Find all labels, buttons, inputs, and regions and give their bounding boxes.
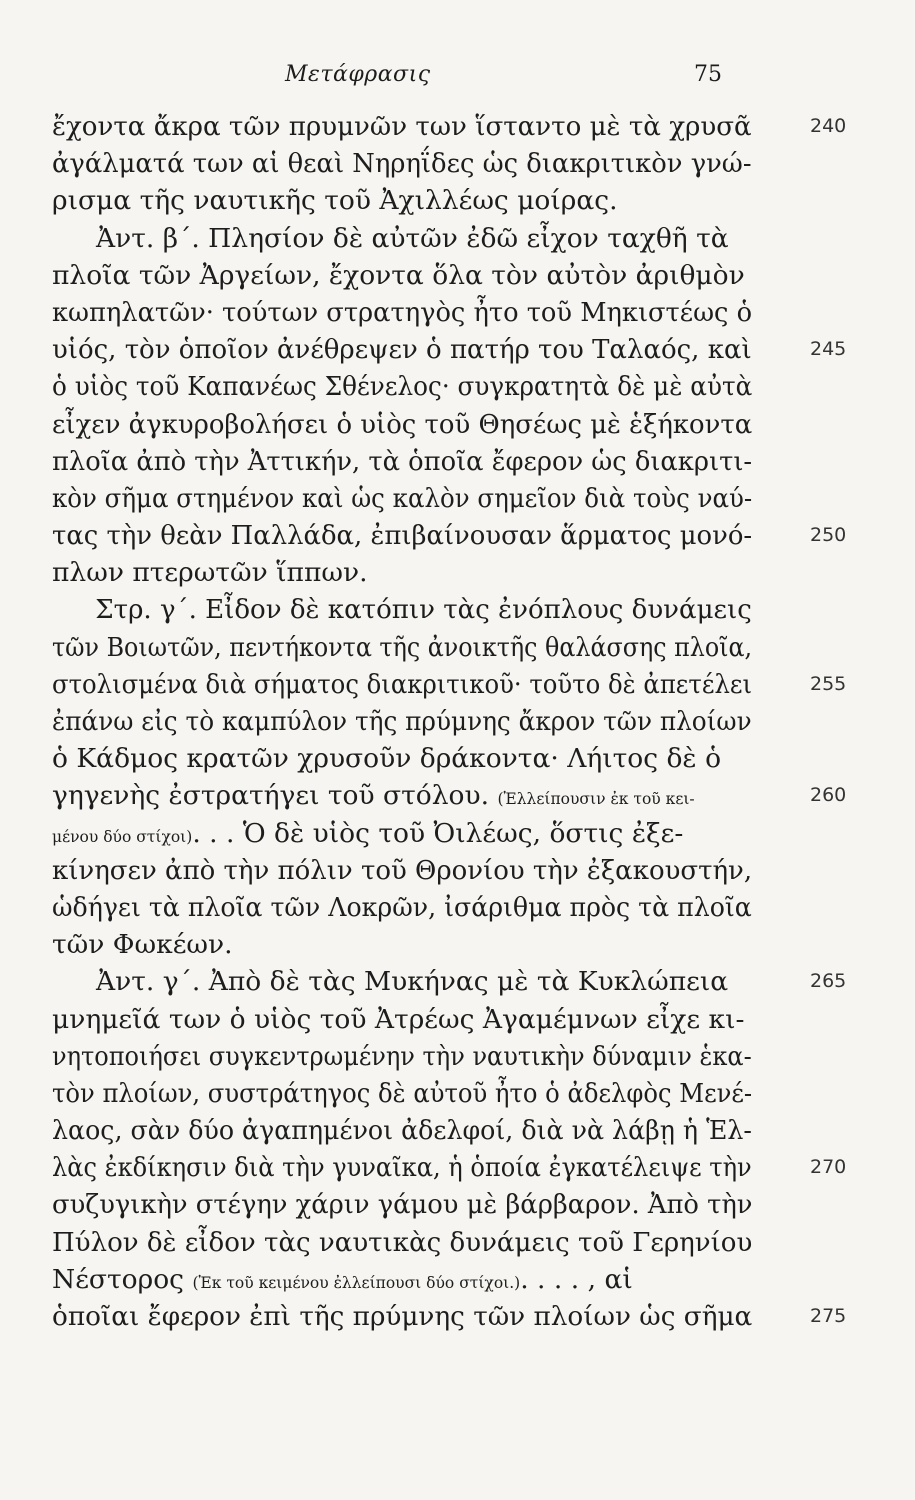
text-line-content — [52, 1038, 752, 1075]
verse-text: ρισμα τῆς ναυτικῆς τοῦ Ἀχιλλέως μοίρας. — [52, 185, 618, 217]
verse-text: νητοποιήσει συγκεντρωμένην τὴν ναυτικὴν δύναμιν ἑκα- — [52, 1040, 752, 1072]
verse-text: Ἀντ. β΄. Πλησίον δὲ αὐτῶν ἐδῶ εἶχον ταχθῆ τὰ — [96, 222, 729, 254]
page-title: Μετάφρασις — [285, 62, 431, 87]
text-line — [52, 220, 752, 257]
text-line-content — [52, 331, 752, 368]
line-number: 275 — [810, 1305, 847, 1327]
text-line-content — [52, 963, 728, 1000]
text-line-content — [52, 108, 752, 145]
verse-text: ὁποῖαι ἔφερον ἐπὶ τῆς πρύμνης τῶν πλοίων ὡς σῆμα — [52, 1301, 753, 1332]
text-line-content — [52, 889, 752, 926]
verse-text: ὡδήγει τὰ πλοῖα τῶν Λοκρῶν, ἰσάριθμα πρὸς τὰ πλοῖα — [52, 891, 752, 923]
line-number: 255 — [810, 672, 847, 695]
verse-text: λαος, σὰν δύο ἀγαπημένοι ἀδελφοί, διὰ νὰ λάβῃ ἡ Ἑλ- — [52, 1115, 752, 1147]
text-line-content — [52, 294, 752, 331]
text-line-content — [52, 629, 752, 666]
text-line — [52, 480, 752, 517]
verse-text-tail: . . . . , αἱ — [520, 1263, 633, 1295]
text-line — [52, 1038, 752, 1075]
text-line — [52, 331, 847, 368]
verse-text: λὰς ἐκδίκησιν διὰ τὴν γυναῖκα, ἡ ὁποία ἐγκατέλειψε τὴν — [52, 1152, 752, 1184]
text-line — [52, 406, 752, 443]
verse-text: τὸν πλοίων, συστράτηγος δὲ αὐτοῦ ἦτο ὁ ἀδελφὸς Μενέ- — [52, 1077, 753, 1109]
text-line — [52, 777, 847, 814]
verse-text: στολισμένα διὰ σήματος διακριτικοῦ· τοῦτο δὲ ἀπετέλει — [52, 668, 752, 700]
verse-text: τῶν Βοιωτῶν, πεντήκοντα τῆς ἀνοικτῆς θαλάσσης πλοῖα, — [52, 631, 753, 663]
text-line-content — [52, 740, 721, 777]
verse-text: τας τὴν θεὰν Παλλάδα, ἐπιβαίνουσαν ἅρματος μονό- — [52, 520, 753, 552]
text-line — [52, 443, 752, 480]
text-line — [52, 294, 752, 331]
text-line-content — [52, 182, 618, 219]
text-line-content — [52, 1075, 752, 1112]
text-line — [52, 703, 752, 740]
text-line — [52, 963, 847, 1000]
verse-text: Νέστορος — [52, 1263, 184, 1295]
text-line — [52, 145, 752, 182]
verse-text: Στρ. γ΄. Εἶδον δὲ κατόπιν τὰς ἐνόπλους δυνάμεις — [95, 594, 752, 626]
verse-text: υἱός, τὸν ὁποῖον ἀνέθρεψεν ὁ πατήρ του Ταλαός, καὶ — [52, 334, 752, 366]
text-line — [52, 1298, 847, 1335]
verse-text: μνημεῖά των ὁ υἱὸς τοῦ Ἀτρέως Ἀγαμέμνων εἶχε κι- — [52, 1003, 745, 1035]
text-line — [52, 517, 847, 554]
text-line — [52, 257, 752, 294]
verse-text: Πύλον δὲ εἶδον τὰς ναυτικὰς δυνάμεις τοῦ Γερηνίου — [52, 1226, 753, 1258]
editorial-note: μένου δύο στίχοι) — [52, 827, 193, 846]
text-line-content — [52, 777, 695, 818]
text-line — [52, 1001, 752, 1038]
line-number: 250 — [810, 524, 847, 547]
text-line — [52, 1149, 847, 1186]
text-line — [52, 852, 752, 889]
text-line — [52, 108, 847, 145]
text-line — [52, 889, 752, 926]
text-line-content — [52, 591, 752, 628]
text-line-content — [52, 815, 683, 856]
text-line-content — [52, 1001, 744, 1038]
text-line-content — [52, 406, 752, 443]
text-line — [52, 554, 752, 591]
text-line-content — [52, 480, 752, 517]
body-text — [52, 108, 847, 1335]
line-number: 260 — [810, 784, 847, 807]
text-line — [52, 926, 752, 963]
verse-text: κὸν σῆμα στημένον καὶ ὡς καλὸν σημεῖον διὰ τοὺς ναύ- — [52, 482, 753, 514]
verse-text: πλοῖα τῶν Ἀργείων, ἔχοντα ὅλα τὸν αὐτὸν ἀριθμὸν — [52, 259, 745, 291]
text-line — [52, 368, 752, 405]
text-line — [52, 815, 752, 852]
page-number: 75 — [694, 62, 722, 87]
verse-text: κίνησεν ἀπὸ τὴν πόλιν τοῦ Θρονίου τὴν ἐξακουστήν, — [52, 854, 753, 886]
text-line-content — [52, 1112, 752, 1149]
verse-text: Ἀντ. γ΄. Ἀπὸ δὲ τὰς Μυκήνας μὲ τὰ Κυκλώπεια — [96, 966, 729, 998]
text-line-content — [52, 1298, 752, 1335]
verse-text: γηγενὴς ἐστρατήγει τοῦ στόλου. — [52, 780, 490, 812]
text-line-content — [52, 926, 233, 963]
text-line — [52, 1112, 752, 1149]
verse-text: τῶν Φωκέων. — [52, 929, 233, 961]
text-line-content — [52, 703, 752, 740]
text-line-content — [52, 443, 752, 480]
text-line — [52, 1261, 752, 1298]
text-line — [52, 740, 752, 777]
verse-text: . . . Ὁ δὲ υἱὸς τοῦ Ὀιλέως, ὅστις ἐξε- — [192, 817, 684, 849]
line-number: 240 — [810, 115, 847, 137]
verse-text: συζυγικὴν στέγην χάριν γάμου μὲ βάρβαρον. Ἀπὸ τὴν — [52, 1189, 753, 1221]
text-line-content — [52, 517, 752, 554]
running-head — [0, 62, 915, 102]
verse-text: ἔχοντα ἄκρα τῶν πρυμνῶν των ἵσταντο μὲ τὰ χρυσᾶ — [52, 111, 752, 142]
text-line-content — [52, 257, 745, 294]
line-number: 270 — [810, 1156, 847, 1179]
text-line-content — [52, 666, 752, 703]
text-line-content — [52, 852, 752, 889]
text-line — [52, 629, 752, 666]
verse-text: ἀγάλματά των αἱ θεαὶ Νηρηΐδες ὡς διακριτικὸν γνώ- — [52, 148, 752, 180]
verse-text: ἐπάνω εἰς τὸ καμπύλον τῆς πρύμνης ἄκρον τῶν πλοίων — [52, 706, 752, 737]
text-line — [52, 182, 752, 219]
text-line — [52, 1186, 752, 1223]
text-line — [52, 666, 847, 703]
verse-text: εἶχεν ἀγκυροβολήσει ὁ υἱὸς τοῦ Θησέως μὲ ἑξήκοντα — [52, 408, 753, 440]
line-number: 245 — [810, 338, 847, 361]
text-line-content — [52, 368, 752, 405]
text-line-content — [52, 1261, 633, 1302]
editorial-note: (Ἐλλείπουσιν ἐκ τοῦ κει- — [497, 790, 695, 809]
text-line-content — [52, 145, 752, 182]
line-number: 265 — [810, 970, 847, 993]
text-line — [52, 591, 752, 628]
text-line-content — [52, 1149, 752, 1186]
text-line-content — [52, 1186, 752, 1223]
verse-text: πλοῖα ἀπὸ τὴν Ἀττικήν, τὰ ὁποῖα ἔφερον ὡς διακριτι- — [52, 445, 753, 477]
verse-text: ὁ υἱὸς τοῦ Καπανέως Σθένελος· συγκρατητὰ δὲ μὲ αὐτὰ — [52, 371, 753, 403]
text-line-content — [52, 220, 729, 257]
text-line — [52, 1224, 752, 1261]
text-line-content — [52, 1224, 752, 1261]
text-line-content — [52, 554, 368, 591]
verse-text: πλων πτερωτῶν ἵππων. — [52, 557, 368, 589]
verse-text: ὁ Κάδμος κρατῶν χρυσοῦν δράκοντα· Λήιτος δὲ ὁ — [52, 743, 722, 775]
text-line — [52, 1075, 752, 1112]
editorial-note: (Ἐκ τοῦ κειμένου ἐλλείπουσι δύο στίχοι.) — [192, 1273, 521, 1292]
verse-text: κωπηλατῶν· τούτων στρατηγὸς ἦτο τοῦ Μηκιστέως ὁ — [52, 296, 753, 328]
